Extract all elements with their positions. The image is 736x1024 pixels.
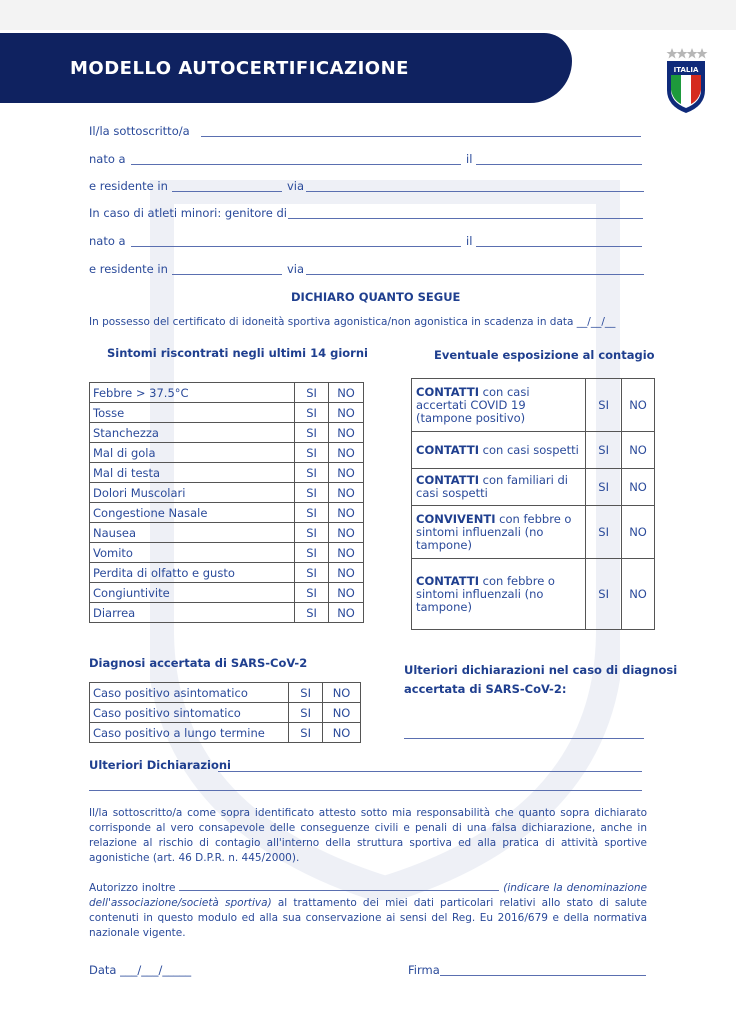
street-field-2[interactable] <box>306 274 644 275</box>
symptom-row <box>90 463 364 483</box>
no-checkbox[interactable]: NO <box>329 403 364 423</box>
yes-checkbox[interactable]: SI <box>295 383 329 403</box>
symptoms-heading: Sintomi riscontrati negli ultimi 14 giorni <box>107 346 368 360</box>
authorization-italic: (indicare la denominazione dell'associazione/società sportiva) <box>89 882 647 909</box>
yes-checkbox[interactable]: SI <box>586 559 622 630</box>
authorization-rest: al trattamento dei miei dati particolari relativi allo stato di salute contenuti in questo modulo ed alla sua conservazione ai sensi del Reg. Eu 2016/679 e della normativa nazionale vigente. <box>89 897 647 939</box>
no-checkbox[interactable]: NO <box>329 603 364 623</box>
exposure-row <box>412 379 655 432</box>
exposure-label-text: con febbre o sintomi influenzali (no tampone) <box>416 573 555 614</box>
no-checkbox[interactable]: NO <box>622 506 655 559</box>
guardian-label: In caso di atleti minori: genitore di <box>89 206 288 220</box>
street-label-2: via <box>287 262 305 276</box>
symptom-label: Febbre > 37.5°C <box>90 383 295 403</box>
no-checkbox[interactable]: NO <box>329 583 364 603</box>
yes-checkbox[interactable]: SI <box>295 483 329 503</box>
exposure-row <box>412 469 655 506</box>
symptom-row <box>90 603 364 623</box>
no-checkbox[interactable]: NO <box>323 683 361 703</box>
symptom-row <box>90 583 364 603</box>
symptom-label: Congestione Nasale <box>90 503 295 523</box>
further-heading: Ulteriori Dichiarazioni <box>89 758 231 772</box>
resident-in-label: e residente in <box>89 179 168 193</box>
exposure-label <box>412 469 586 506</box>
symptom-label: Tosse <box>90 403 295 423</box>
signature-field[interactable] <box>440 975 646 976</box>
symptom-row <box>90 543 364 563</box>
yes-checkbox[interactable]: SI <box>295 563 329 583</box>
date-field[interactable]: Data ___/___/_____ <box>89 963 192 977</box>
symptom-row <box>90 403 364 423</box>
exposure-label-bold: CONVIVENTI <box>416 511 496 526</box>
declaration-heading: DICHIARO QUANTO SEGUE <box>291 290 461 304</box>
further-field-1[interactable] <box>218 771 642 772</box>
diagnosis-label: Caso positivo a lungo termine <box>90 723 289 743</box>
yes-checkbox[interactable]: SI <box>289 723 323 743</box>
exposure-heading: Eventuale esposizione al contagio <box>434 348 655 362</box>
guardian-field[interactable] <box>288 218 643 219</box>
yes-checkbox[interactable]: SI <box>295 423 329 443</box>
born-in-field-2[interactable] <box>131 246 461 247</box>
born-in-label-2: nato a <box>89 234 126 248</box>
birth-date-field-2[interactable] <box>476 246 642 247</box>
resident-in-label-2: e residente in <box>89 262 168 276</box>
symptom-row <box>90 443 364 463</box>
symptom-label: Perdita di olfatto e gusto <box>90 563 295 583</box>
exposure-label-text: con febbre o sintomi influenzali (no tampone) <box>416 511 572 552</box>
exposure-row <box>412 559 655 630</box>
exposure-label <box>412 506 586 559</box>
exposure-label-text: con casi sospetti <box>479 442 579 457</box>
no-checkbox[interactable]: NO <box>622 559 655 630</box>
yes-checkbox[interactable]: SI <box>586 506 622 559</box>
diagnosis-heading: Diagnosi accertata di SARS-CoV-2 <box>89 656 308 670</box>
authorization-prefix: Autorizzo inoltre <box>89 882 176 894</box>
symptom-label: Congiuntivite <box>90 583 295 603</box>
yes-checkbox[interactable]: SI <box>295 403 329 423</box>
born-in-field[interactable] <box>131 164 461 165</box>
no-checkbox[interactable]: NO <box>329 443 364 463</box>
italia-crest-icon <box>664 46 708 114</box>
no-checkbox[interactable]: NO <box>329 463 364 483</box>
symptom-label: Mal di gola <box>90 443 295 463</box>
diagnosis-row <box>90 723 361 743</box>
symptom-label: Stanchezza <box>90 423 295 443</box>
yes-checkbox[interactable]: SI <box>586 469 622 506</box>
authorization-field[interactable] <box>179 880 499 891</box>
no-checkbox[interactable]: NO <box>329 423 364 443</box>
resident-in-field-2[interactable] <box>172 274 282 275</box>
exposure-label-bold: CONTATTI <box>416 573 480 588</box>
further-diag-heading-1: Ulteriori dichiarazioni nel caso di diagnosi <box>404 663 678 677</box>
symptom-label: Nausea <box>90 523 295 543</box>
diagnosis-row <box>90 703 361 723</box>
birth-date-label-2: il <box>466 234 473 248</box>
diagnosis-label: Caso positivo sintomatico <box>90 703 289 723</box>
street-field[interactable] <box>306 191 644 192</box>
undersigned-label: Il/la sottoscritto/a <box>89 124 190 138</box>
responsibility-statement: Il/la sottoscritto/a come sopra identificato attesto sotto mia responsabilità che quanto sopra dichiarato corrisponde al vero consapevole delle conseguenze civili e penali di una falsa dichiarazione, anche in relazione al rischio di contagio all'interno della struttura sportiva ed alla pratica di attività sportive agonistiche (art. 46 D.P.R. n. 445/2000). <box>89 807 647 864</box>
yes-checkbox[interactable]: SI <box>295 523 329 543</box>
birth-date-field[interactable] <box>476 164 642 165</box>
symptom-row <box>90 563 364 583</box>
symptom-row <box>90 523 364 543</box>
yes-checkbox[interactable]: SI <box>295 543 329 563</box>
exposure-label-text: con casi accertati COVID 19 (tampone positivo) <box>416 384 530 425</box>
yes-checkbox[interactable]: SI <box>295 583 329 603</box>
top-strip <box>0 0 736 30</box>
exposure-label <box>412 559 586 630</box>
yes-checkbox[interactable]: SI <box>586 432 622 469</box>
exposure-label-bold: CONTATTI <box>416 442 480 457</box>
symptom-label: Mal di testa <box>90 463 295 483</box>
birth-date-label: il <box>466 152 473 166</box>
symptoms-table <box>89 382 364 623</box>
diagnosis-label: Caso positivo asintomatico <box>90 683 289 703</box>
diagnosis-table <box>89 682 361 743</box>
certificate-statement: In possesso del certificato di idoneità sportiva agonistica/non agonistica in scadenza in data __/__/__ <box>89 316 616 328</box>
no-checkbox[interactable]: NO <box>329 523 364 543</box>
no-checkbox[interactable]: NO <box>323 703 361 723</box>
svg-text:ITALIA: ITALIA <box>673 66 699 74</box>
symptom-row <box>90 423 364 443</box>
street-label: via <box>287 179 305 193</box>
no-checkbox[interactable]: NO <box>329 383 364 403</box>
exposure-row <box>412 432 655 469</box>
further-diag-field[interactable] <box>404 738 644 739</box>
exposure-label-bold: CONTATTI <box>416 473 480 487</box>
diagnosis-row <box>90 683 361 703</box>
exposure-row <box>412 506 655 559</box>
undersigned-field[interactable] <box>201 136 641 137</box>
yes-checkbox[interactable]: SI <box>295 603 329 623</box>
yes-checkbox[interactable]: SI <box>295 503 329 523</box>
page-title: MODELLO AUTOCERTIFICAZIONE <box>70 58 409 79</box>
no-checkbox[interactable]: NO <box>329 563 364 583</box>
yes-checkbox[interactable]: SI <box>289 683 323 703</box>
no-checkbox[interactable]: NO <box>622 469 655 506</box>
further-field-2[interactable] <box>89 790 642 791</box>
exposure-label <box>412 432 586 469</box>
symptom-row <box>90 383 364 403</box>
no-checkbox[interactable]: NO <box>622 379 655 432</box>
signature-label: Firma <box>408 963 440 977</box>
no-checkbox[interactable]: NO <box>323 723 361 743</box>
further-diag-heading-2: accertata di SARS-CoV-2: <box>404 682 567 696</box>
yes-checkbox[interactable]: SI <box>295 463 329 483</box>
symptom-row <box>90 483 364 503</box>
yes-checkbox[interactable]: SI <box>295 443 329 463</box>
symptom-label: Diarrea <box>90 603 295 623</box>
no-checkbox[interactable]: NO <box>329 543 364 563</box>
exposure-label-bold: CONTATTI <box>416 384 480 399</box>
yes-checkbox[interactable]: SI <box>586 379 622 432</box>
symptom-label: Dolori Muscolari <box>90 483 295 503</box>
exposure-label <box>412 379 586 432</box>
authorization-statement <box>89 880 647 941</box>
no-checkbox[interactable]: NO <box>622 432 655 469</box>
no-checkbox[interactable]: NO <box>329 503 364 523</box>
yes-checkbox[interactable]: SI <box>289 703 323 723</box>
exposure-table <box>411 378 655 630</box>
no-checkbox[interactable]: NO <box>329 483 364 503</box>
resident-in-field[interactable] <box>172 191 282 192</box>
exposure-label-text: con familiari di casi sospetti <box>416 473 568 500</box>
symptom-label: Vomito <box>90 543 295 563</box>
symptom-row <box>90 503 364 523</box>
born-in-label: nato a <box>89 152 126 166</box>
